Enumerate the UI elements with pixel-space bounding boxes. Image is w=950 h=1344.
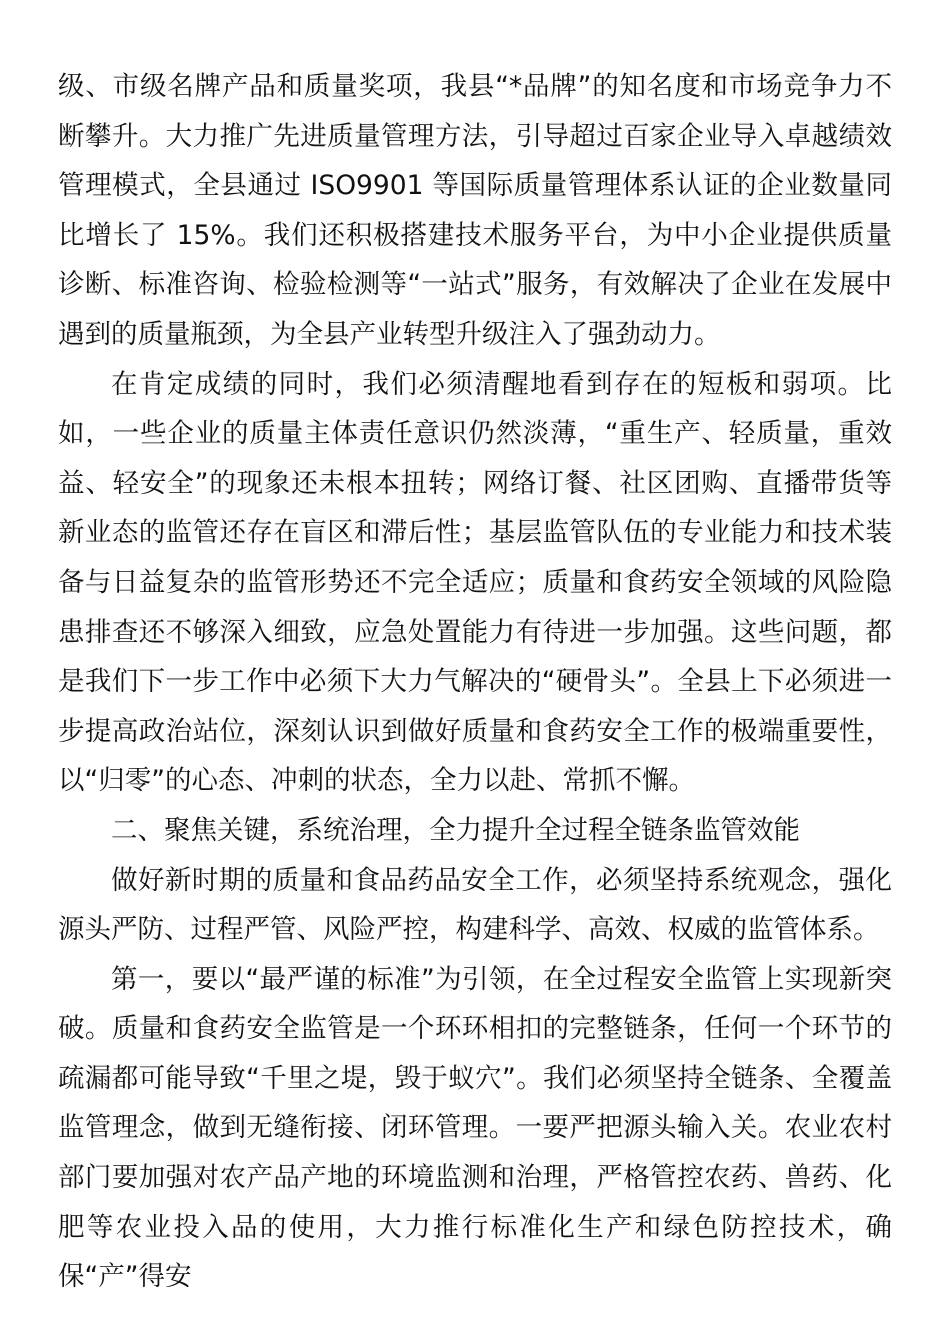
paragraph-shortcomings: 在肯定成绩的同时，我们必须清醒地看到存在的短板和弱项。比如，一些企业的质量主体责任意识仍然淡薄，“重生产、轻质量，重效益、轻安全”的现象还未根本扭转；网络订餐、社区团购、直播带货等新业态的监管还存在盲区和滞后性；基层监管队伍的专业能力和技术装备与日益复杂的监管形势还不完全适应；质量和食药安全领域的风险隐患排查还不够深入细致，应急处置能力有待进一步加强。这些问题，都是我们下一步工作中必须下大力气解决的“硬骨头”。全县上下必须进一步提高政治站位，深刻认识到做好质量和食药安全工作的极端重要性，以“归零”的心态、冲刺的状态，全力以赴、常抓不懈。 [58, 368, 892, 797]
paragraph-system-governance: 做好新时期的质量和食品药品安全工作，必须坚持系统观念，强化源头严防、过程严管、风险严控，构建科学、高效、权威的监管体系。 [58, 864, 892, 946]
paragraph-quality-achievements: 级、市级名牌产品和质量奖项，我县“*品牌”的知名度和市场竞争力不断攀升。大力推广先进质量管理方法，引导超过百家企业导入卓越绩效管理模式，全县通过 ISO9901 等国际质量管理体系认证的企业数量同比增长了 15%。我们还积极搭建技术服务平台，为中小企业提供质量诊断、标准咨询、检验检测等“一站式”服务，有效解决了企业在发展中遇到的质量瓶颈，为全县产业转型升级注入了强劲动力。 [58, 71, 892, 350]
section-heading-2: 二、聚焦关键，系统治理，全力提升全过程全链条监管效能 [111, 814, 800, 846]
paragraph-first-point: 第一，要以“最严谨的标准”为引领，在全过程安全监管上实现新突破。质量和食药安全监管是一个环环相扣的完整链条，任何一个环节的疏漏都可能导致“千里之堤，毁于蚁穴”。我们必须坚持全链条、全覆盖监管理念，做到无缝衔接、闭环管理。一要严把源头输入关。农业农村部门要加强对农产品产地的环境监测和治理，严格管控农药、兽药、化肥等农业投入品的使用，大力推行标准化生产和绿色防控技术，确保“产”得安 [58, 963, 892, 1293]
